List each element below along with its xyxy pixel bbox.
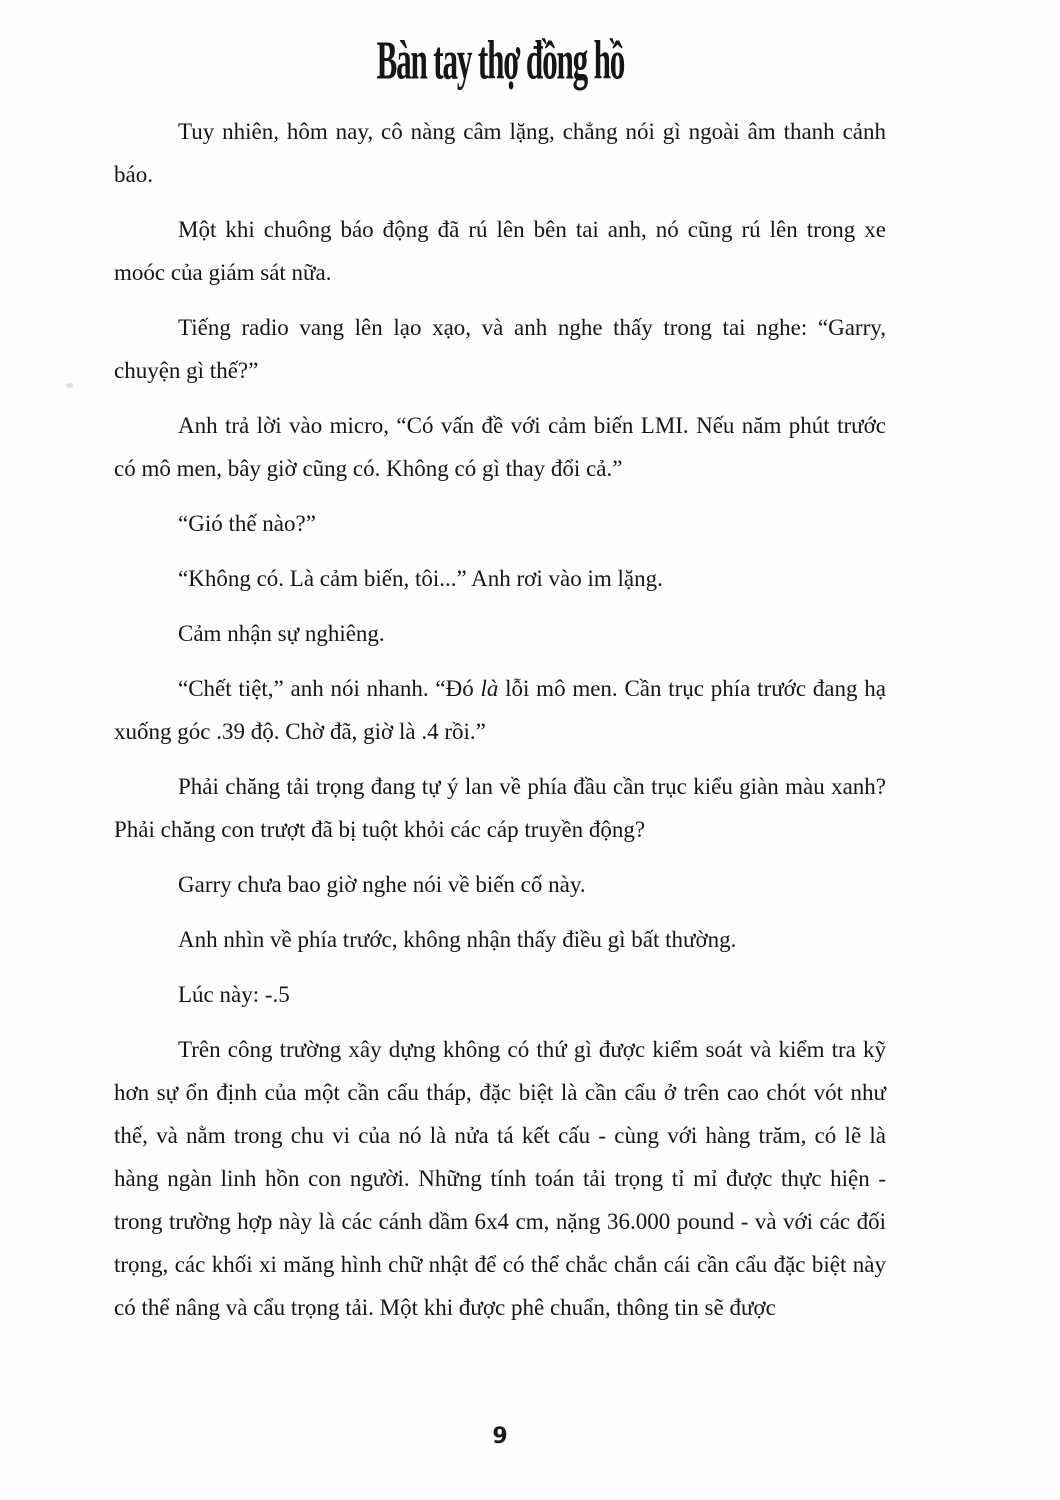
chapter-title-text: Bàn tay thợ đồng hồ xyxy=(376,31,624,91)
paragraph: Tuy nhiên, hôm nay, cô nàng câm lặng, chẳng nói gì ngoài âm thanh cảnh báo. xyxy=(114,119,886,187)
paragraph: Phải chăng tải trọng đang tự ý lan về phía đầu cần trục kiểu giàn màu xanh? Phải chăng con trượt đã bị tuột khỏi các cáp truyền động? xyxy=(114,774,886,842)
paragraph: Lúc này: -.5 xyxy=(178,982,290,1007)
paragraph: Một khi chuông báo động đã rú lên bên tai anh, nó cũng rú lên trong xe moóc của giám sát nữa. xyxy=(114,217,886,285)
paragraph xyxy=(114,667,886,753)
page-number: 9 xyxy=(492,1424,508,1449)
paragraph: Garry chưa bao giờ nghe nói về biến cố này. xyxy=(178,872,586,897)
paragraph-segment: “Chết tiệt,” anh nói nhanh. “Đó xyxy=(178,676,481,701)
paragraph: “Không có. Là cảm biến, tôi...” Anh rơi vào im lặng. xyxy=(178,566,663,591)
paragraph: Tiếng radio vang lên lạo xạo, và anh nghe thấy trong tai nghe: “Garry, chuyện gì thế?” xyxy=(114,315,886,383)
paragraph: “Gió thế nào?” xyxy=(178,511,316,536)
emphasized-word: là xyxy=(480,676,499,701)
scan-artifact xyxy=(66,383,73,388)
chapter-title xyxy=(114,30,886,89)
paragraph: Trên công trường xây dựng không có thứ gì được kiểm soát và kiểm tra kỹ hơn sự ổn định của một cần cẩu tháp, đặc biệt là cần cẩu ở trên cao chót vót như thế, và nằm trong chu vi của nó là nửa tá kết cấu - cùng với hàng trăm, có lẽ là hàng ngàn linh hồn con người. Những tính toán tải trọng tỉ mỉ được thực hiện - trong trường hợp này là các cánh dầm 6x4 cm, nặng 36.000 pound - và với các đối trọng, các khối xi măng hình chữ nhật để có thể chắc chắn cái cần cẩu đặc biệt này có thể nâng và cẩu trọng tải. Một khi được phê chuẩn, thông tin sẽ được xyxy=(114,1037,886,1320)
paragraph-segment: lỗi mô men. Cần trục phía trước đang hạ xuống góc .39 độ. Chờ đã, giờ là .4 rồi.” xyxy=(114,676,886,744)
paragraph: Anh nhìn về phía trước, không nhận thấy điều gì bất thường. xyxy=(178,927,737,952)
paragraph: Anh trả lời vào micro, “Có vấn đề với cảm biến LMI. Nếu năm phút trước có mô men, bây giờ cũng có. Không có gì thay đổi cả.” xyxy=(114,413,886,481)
paragraph: Cảm nhận sự nghiêng. xyxy=(178,621,385,646)
body-text xyxy=(114,110,886,1341)
